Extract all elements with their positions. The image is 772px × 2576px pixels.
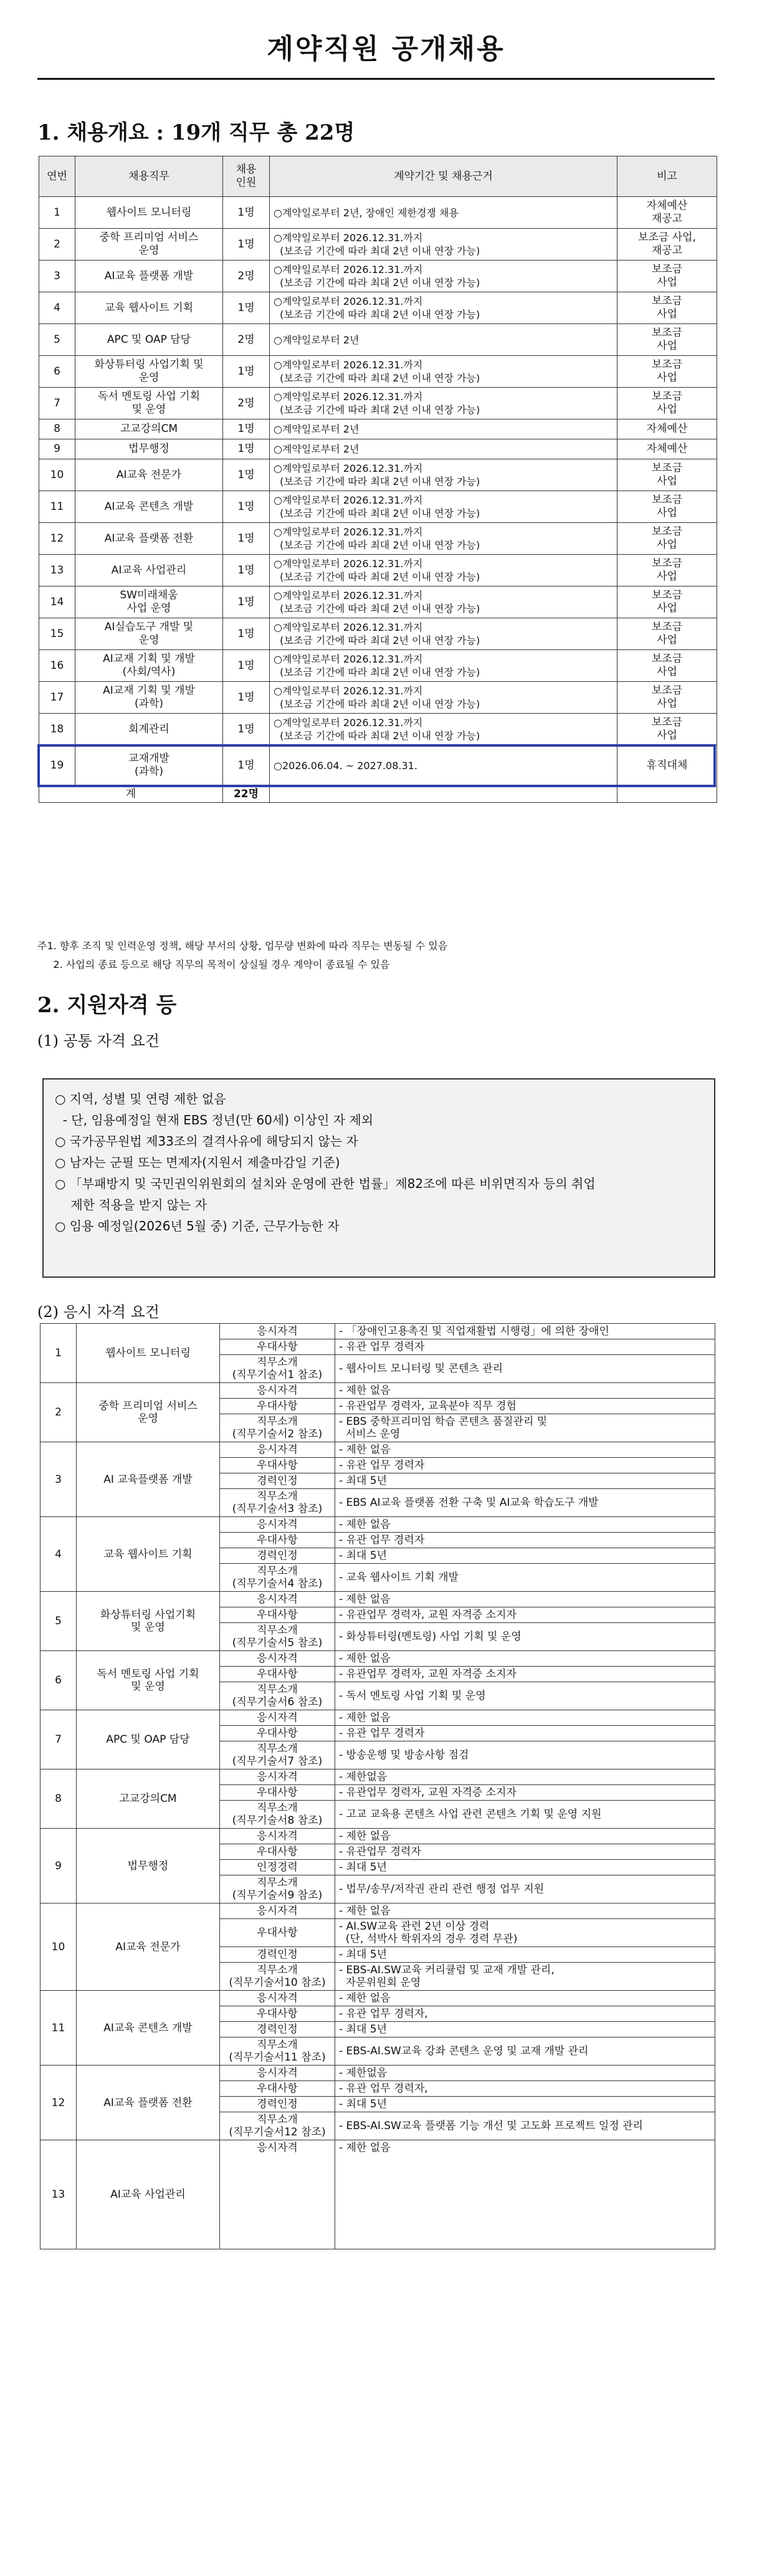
row-note: 보조금 사업 <box>617 388 717 419</box>
row-note: 보조금 사업 <box>617 714 717 745</box>
common-req-line: ○ 남자는 군필 또는 면제자(지원서 제출마감일 기준) <box>55 1155 340 1170</box>
row-no: 18 <box>39 714 75 745</box>
row-period: ○계약일로부터 2026.12.31.까지 (보조금 기간에 따라 최대 2년 이내 연장 가능) <box>270 618 617 650</box>
title-divider <box>37 78 715 80</box>
qual-value: - 유관 업무 경력자 <box>335 1458 715 1473</box>
qual-key: 우대사항 <box>220 2081 335 2097</box>
row-job: AI교육 콘텐츠 개발 <box>75 491 223 523</box>
row-job: AI실습도구 개발 및 운영 <box>75 618 223 650</box>
row-no: 3 <box>39 261 75 292</box>
table-row <box>39 618 717 650</box>
table-row <box>39 523 717 555</box>
row-period: ○계약일로부터 2년 <box>270 439 617 459</box>
row-period: ○계약일로부터 2026.12.31.까지 (보조금 기간에 따라 최대 2년 이내 연장 가능) <box>270 523 617 555</box>
row-count: 1명 <box>223 523 270 555</box>
qual-no: 5 <box>41 1592 77 1651</box>
qual-value: - 유관 업무 경력자, <box>335 2006 715 2022</box>
row-count: 1명 <box>223 356 270 388</box>
qualification-row <box>41 1442 715 1458</box>
overview-table <box>39 156 717 803</box>
qual-job: 고교강의CM <box>77 1769 220 1829</box>
row-job: 고교강의CM <box>75 419 223 439</box>
qualification-table <box>40 1323 715 2249</box>
row-count: 1명 <box>223 618 270 650</box>
qual-value: - 법무/송무/저작권 관리 관련 행정 업무 지원 <box>335 1875 715 1903</box>
qual-job: APC 및 OAP 담당 <box>77 1710 220 1769</box>
qual-value: - 유관 업무 경력자 <box>335 1339 715 1355</box>
table-row <box>39 356 717 388</box>
qual-value: - 「장애인고용촉진 및 직업재활법 시행령」에 의한 장애인 <box>335 1324 715 1339</box>
row-count: 1명 <box>223 419 270 439</box>
qualification-row <box>41 1517 715 1533</box>
row-no: 12 <box>39 523 75 555</box>
footnotes <box>37 937 447 974</box>
total-row <box>39 786 717 803</box>
row-period: ○계약일로부터 2026.12.31.까지 (보조금 기간에 따라 최대 2년 이내 연장 가능) <box>270 682 617 714</box>
qual-value: - 제한 없음 <box>335 1710 715 1726</box>
table-row <box>39 439 717 459</box>
page-title: 계약직원 공개채용 <box>267 33 505 65</box>
row-note: 보조금 사업 <box>617 587 717 618</box>
qual-key: 우대사항 <box>220 1533 335 1548</box>
qual-value: - 유관업무 경력자 <box>335 1844 715 1860</box>
qual-value: - 제한 없음 <box>335 1651 715 1667</box>
qual-value: - 제한없음 <box>335 1769 715 1785</box>
row-job: 웹사이트 모니터링 <box>75 197 223 229</box>
row-note: 보조금 사업 <box>617 459 717 491</box>
qualification-row <box>41 2140 715 2249</box>
qual-value: - 유관업무 경력자, 교원 자격증 소지자 <box>335 1785 715 1801</box>
row-job: AI교육 전문가 <box>75 459 223 491</box>
row-note: 자체예산 <box>617 439 717 459</box>
row-count: 1명 <box>223 555 270 587</box>
row-count: 1명 <box>223 439 270 459</box>
table-row <box>39 459 717 491</box>
qual-key: 우대사항 <box>220 1667 335 1682</box>
row-no: 1 <box>39 197 75 229</box>
total-blank <box>617 786 717 803</box>
row-period: ○계약일로부터 2026.12.31.까지 (보조금 기간에 따라 최대 2년 이내 연장 가능) <box>270 261 617 292</box>
qual-key: 직무소개 (직무기술서8 참조) <box>220 1801 335 1829</box>
row-count: 2명 <box>223 388 270 419</box>
qual-job: 화상튜터링 사업기획 및 운영 <box>77 1592 220 1651</box>
table-row <box>39 388 717 419</box>
qualification-row <box>41 1651 715 1667</box>
table-row <box>39 555 717 587</box>
row-job: APC 및 OAP 담당 <box>75 324 223 356</box>
qual-key: 응시자격 <box>220 1903 335 1919</box>
qual-job: 중학 프리미엄 서비스 운영 <box>77 1383 220 1442</box>
table-row <box>39 261 717 292</box>
row-period: ○계약일로부터 2년, 장애인 제한경쟁 채용 <box>270 197 617 229</box>
qual-key: 직무소개 (직무기술서5 참조) <box>220 1623 335 1651</box>
row-period: ○계약일로부터 2년 <box>270 324 617 356</box>
row-note: 보조금 사업, 재공고 <box>617 229 717 261</box>
qual-no: 13 <box>41 2140 77 2249</box>
qual-value: - 최대 5년 <box>335 2097 715 2112</box>
qual-value: - EBS-AI.SW교육 커리큘럼 및 교재 개발 관리, 자문위원회 운영 <box>335 1963 715 1991</box>
row-no: 5 <box>39 324 75 356</box>
qual-job: AI교육 사업관리 <box>77 2140 220 2249</box>
row-note: 자체예산 재공고 <box>617 197 717 229</box>
row-no: 15 <box>39 618 75 650</box>
row-job: AI교육 플랫폼 개발 <box>75 261 223 292</box>
qual-key: 우대사항 <box>220 2006 335 2022</box>
row-count: 1명 <box>223 292 270 324</box>
table-row <box>39 324 717 356</box>
qual-key: 직무소개 (직무기술서1 참조) <box>220 1355 335 1383</box>
qual-value: - 유관업무 경력자, 교원 자격증 소지자 <box>335 1607 715 1623</box>
row-no: 6 <box>39 356 75 388</box>
qual-value: - EBS-AI.SW교육 강좌 콘텐츠 운영 및 교재 개발 관리 <box>335 2037 715 2066</box>
qual-value: - 최대 5년 <box>335 1473 715 1489</box>
row-count: 1명 <box>223 650 270 682</box>
table-row <box>39 491 717 523</box>
table-row <box>39 745 717 786</box>
table-row <box>39 682 717 714</box>
row-note: 보조금 사업 <box>617 261 717 292</box>
row-note: 보조금 사업 <box>617 292 717 324</box>
qual-key: 우대사항 <box>220 1726 335 1741</box>
qualification-row <box>41 2066 715 2081</box>
row-job: 중학 프리미엄 서비스 운영 <box>75 229 223 261</box>
row-period: ○계약일로부터 2026.12.31.까지 (보조금 기간에 따라 최대 2년 이내 연장 가능) <box>270 650 617 682</box>
row-no: 9 <box>39 439 75 459</box>
footnote-2: 2. 사업의 종료 등으로 해당 직무의 목적이 상실될 경우 계약이 종료될 수 있음 <box>37 959 390 970</box>
qual-value: - 방송운행 및 방송사항 점검 <box>335 1741 715 1769</box>
row-job: AI교재 기획 및 개발 (사회/역사) <box>75 650 223 682</box>
qual-job: AI교육 콘텐츠 개발 <box>77 1991 220 2066</box>
qual-no: 2 <box>41 1383 77 1442</box>
qual-no: 3 <box>41 1442 77 1517</box>
qual-value: - 유관 업무 경력자 <box>335 1726 715 1741</box>
row-job: 교재개발 (과학) <box>75 745 223 786</box>
qual-key: 응시자격 <box>220 1769 335 1785</box>
qual-value: - 유관업무 경력자, 교육분야 직무 경험 <box>335 1399 715 1414</box>
qualification-row <box>41 1710 715 1726</box>
qual-key: 직무소개 (직무기술서11 참조) <box>220 2037 335 2066</box>
table-row <box>39 197 717 229</box>
row-job: 독서 멘토링 사업 기획 및 운영 <box>75 388 223 419</box>
qual-no: 7 <box>41 1710 77 1769</box>
row-period: ○계약일로부터 2026.12.31.까지 (보조금 기간에 따라 최대 2년 이내 연장 가능) <box>270 229 617 261</box>
qual-key: 직무소개 (직무기술서10 참조) <box>220 1963 335 1991</box>
header-count: 채용 인원 <box>223 156 270 197</box>
table-row <box>39 587 717 618</box>
qual-value: - 제한 없음 <box>335 1903 715 1919</box>
row-count: 1명 <box>223 229 270 261</box>
qual-key: 경력인정 <box>220 2022 335 2037</box>
row-note: 자체예산 <box>617 419 717 439</box>
qual-key: 응시자격 <box>220 1383 335 1399</box>
qual-key: 우대사항 <box>220 1919 335 1947</box>
total-label: 계 <box>39 786 223 803</box>
qual-no: 4 <box>41 1517 77 1592</box>
qual-job: AI 교육플랫폼 개발 <box>77 1442 220 1517</box>
common-req-line: ○ 임용 예정일(2026년 5월 중) 기준, 근무가능한 자 <box>55 1219 340 1233</box>
row-note: 보조금 사업 <box>617 618 717 650</box>
row-note: 보조금 사업 <box>617 523 717 555</box>
qual-key: 경력인정 <box>220 1473 335 1489</box>
qual-key: 경력인정 <box>220 1947 335 1963</box>
header-note: 비고 <box>617 156 717 197</box>
qual-value: - 제한 없음 <box>335 1991 715 2006</box>
row-period: ○계약일로부터 2026.12.31.까지 (보조금 기간에 따라 최대 2년 이내 연장 가능) <box>270 356 617 388</box>
row-note: 보조금 사업 <box>617 650 717 682</box>
qual-value: - 제한 없음 <box>335 1592 715 1607</box>
row-job: 법무행정 <box>75 439 223 459</box>
row-note: 보조금 사업 <box>617 491 717 523</box>
qual-job: AI교육 전문가 <box>77 1903 220 1991</box>
qual-value: - 제한 없음 <box>335 1517 715 1533</box>
qual-job: 독서 멘토링 사업 기획 및 운영 <box>77 1651 220 1710</box>
qual-value: - 제한 없음 <box>335 2140 715 2249</box>
qualification-row <box>41 1592 715 1607</box>
qual-value: - EBS 중학프리미엄 학습 콘텐츠 품질관리 및 서비스 운영 <box>335 1414 715 1442</box>
row-note: 보조금 사업 <box>617 324 717 356</box>
row-count: 1명 <box>223 197 270 229</box>
qual-value: - EBS AI교육 플랫폼 전환 구축 및 AI교육 학습도구 개발 <box>335 1489 715 1517</box>
row-no: 13 <box>39 555 75 587</box>
qual-key: 경력인정 <box>220 2097 335 2112</box>
qual-key: 우대사항 <box>220 1458 335 1473</box>
row-count: 1명 <box>223 587 270 618</box>
qual-no: 9 <box>41 1829 77 1903</box>
qual-job: AI교육 플랫폼 전환 <box>77 2066 220 2140</box>
qual-key: 직무소개 (직무기술서12 참조) <box>220 2112 335 2140</box>
common-req-line: - 단, 임용예정일 현재 EBS 정년(만 60세) 이상인 자 제외 <box>55 1113 374 1128</box>
qualification-row <box>41 1991 715 2006</box>
row-no: 4 <box>39 292 75 324</box>
header-job: 채용직무 <box>75 156 223 197</box>
row-period: ○계약일로부터 2026.12.31.까지 (보조금 기간에 따라 최대 2년 이내 연장 가능) <box>270 714 617 745</box>
qualification-row <box>41 1769 715 1785</box>
qual-value: - 제한 없음 <box>335 1829 715 1844</box>
qual-key: 직무소개 (직무기술서9 참조) <box>220 1875 335 1903</box>
qual-key: 우대사항 <box>220 1399 335 1414</box>
common-requirements-heading: (1) 공통 자격 요건 <box>37 1032 160 1050</box>
overview-rows <box>39 197 717 803</box>
qualification-heading: (2) 응시 자격 요건 <box>37 1303 160 1321</box>
qual-key: 응시자격 <box>220 1829 335 1844</box>
row-count: 2명 <box>223 324 270 356</box>
row-job: SW미래채움 사업 운영 <box>75 587 223 618</box>
qual-key: 우대사항 <box>220 1844 335 1860</box>
qual-value: - 최대 5년 <box>335 2022 715 2037</box>
row-no: 17 <box>39 682 75 714</box>
qual-job: 교육 웹사이트 기획 <box>77 1517 220 1592</box>
row-period: ○계약일로부터 2026.12.31.까지 (보조금 기간에 따라 최대 2년 이내 연장 가능) <box>270 459 617 491</box>
header-no: 연번 <box>39 156 75 197</box>
row-note: 보조금 사업 <box>617 555 717 587</box>
table-row <box>39 292 717 324</box>
row-period: ○계약일로부터 2026.12.31.까지 (보조금 기간에 따라 최대 2년 이내 연장 가능) <box>270 555 617 587</box>
qual-key: 응시자격 <box>220 1991 335 2006</box>
qual-value: - 웹사이트 모니터링 및 콘텐츠 관리 <box>335 1355 715 1383</box>
qualification-row <box>41 1383 715 1399</box>
table-row <box>39 714 717 745</box>
qual-value: - 최대 5년 <box>335 1860 715 1875</box>
qual-key: 응시자격 <box>220 2066 335 2081</box>
row-no: 10 <box>39 459 75 491</box>
row-period: ○계약일로부터 2026.12.31.까지 (보조금 기간에 따라 최대 2년 이내 연장 가능) <box>270 292 617 324</box>
row-no: 2 <box>39 229 75 261</box>
qual-value: - 유관업무 경력자, 교원 자격증 소지자 <box>335 1667 715 1682</box>
qual-no: 1 <box>41 1324 77 1383</box>
qual-key: 직무소개 (직무기술서7 참조) <box>220 1741 335 1769</box>
row-count: 1명 <box>223 459 270 491</box>
table-row <box>39 229 717 261</box>
row-count: 1명 <box>223 491 270 523</box>
row-period: ○계약일로부터 2026.12.31.까지 (보조금 기간에 따라 최대 2년 이내 연장 가능) <box>270 388 617 419</box>
qual-value: - 화상튜터링(멘토링) 사업 기획 및 운영 <box>335 1623 715 1651</box>
section2-heading: 2. 지원자격 등 <box>37 993 177 1018</box>
qual-key: 응시자격 <box>220 1324 335 1339</box>
row-period: ○계약일로부터 2년 <box>270 419 617 439</box>
row-job: 교육 웹사이트 기획 <box>75 292 223 324</box>
qual-no: 6 <box>41 1651 77 1710</box>
row-no: 16 <box>39 650 75 682</box>
qual-key: 경력인정 <box>220 1548 335 1564</box>
row-no: 11 <box>39 491 75 523</box>
qual-key: 응시자격 <box>220 1592 335 1607</box>
qual-value: - 제한 없음 <box>335 1383 715 1399</box>
row-job: AI교육 플랫폼 전환 <box>75 523 223 555</box>
qualification-row <box>41 1324 715 1339</box>
qual-value: - EBS-AI.SW교육 플랫폼 기능 개선 및 고도화 프로젝트 일정 관리 <box>335 2112 715 2140</box>
row-period: ○2026.06.04. ~ 2027.08.31. <box>270 745 617 786</box>
row-no: 14 <box>39 587 75 618</box>
qual-value: - 고교 교육용 콘텐츠 사업 관련 콘텐츠 기획 및 운영 지원 <box>335 1801 715 1829</box>
row-count: 1명 <box>223 714 270 745</box>
qual-no: 12 <box>41 2066 77 2140</box>
total-count: 22명 <box>223 786 270 803</box>
header-period: 계약기간 및 채용근거 <box>270 156 617 197</box>
qual-value: - 유관 업무 경력자, <box>335 2081 715 2097</box>
table-row <box>39 419 717 439</box>
common-req-line: 제한 적용을 받지 않는 자 <box>55 1197 207 1212</box>
qual-key: 직무소개 (직무기술서3 참조) <box>220 1489 335 1517</box>
qual-job: 법무행정 <box>77 1829 220 1903</box>
qual-key: 직무소개 (직무기술서4 참조) <box>220 1564 335 1592</box>
qual-key: 직무소개 (직무기술서6 참조) <box>220 1682 335 1710</box>
qual-job: 웹사이트 모니터링 <box>77 1324 220 1383</box>
qualification-rows <box>41 1324 715 2249</box>
qual-value: - 독서 멘토링 사업 기획 및 운영 <box>335 1682 715 1710</box>
qual-key: 응시자격 <box>220 1651 335 1667</box>
qual-value: - 최대 5년 <box>335 1548 715 1564</box>
row-note: 휴직대체 <box>617 745 717 786</box>
qual-no: 11 <box>41 1991 77 2066</box>
common-req-line: ○ 지역, 성별 및 연령 제한 없음 <box>55 1091 226 1106</box>
row-period: ○계약일로부터 2026.12.31.까지 (보조금 기간에 따라 최대 2년 이내 연장 가능) <box>270 491 617 523</box>
row-note: 보조금 사업 <box>617 356 717 388</box>
qual-key: 우대사항 <box>220 1785 335 1801</box>
qual-value: - 최대 5년 <box>335 1947 715 1963</box>
qual-key: 우대사항 <box>220 1607 335 1623</box>
qual-key: 직무소개 (직무기술서2 참조) <box>220 1414 335 1442</box>
row-count: 1명 <box>223 745 270 786</box>
row-job: 화상튜터링 사업기획 및 운영 <box>75 356 223 388</box>
qual-key: 인정경력 <box>220 1860 335 1875</box>
row-no: 19 <box>39 745 75 786</box>
qual-value: - 교육 웹사이트 기획 개발 <box>335 1564 715 1592</box>
qual-key: 응시자격 <box>220 1442 335 1458</box>
qual-key: 응시자격 <box>220 1517 335 1533</box>
qual-no: 8 <box>41 1769 77 1829</box>
total-blank <box>270 786 617 803</box>
row-no: 8 <box>39 419 75 439</box>
qual-value: - 제한없음 <box>335 2066 715 2081</box>
row-count: 2명 <box>223 261 270 292</box>
qual-value: - 유관 업무 경력자 <box>335 1533 715 1548</box>
table-row <box>39 650 717 682</box>
common-requirements-box <box>42 1078 715 1278</box>
footnote-1: 주1. 향후 조직 및 인력운영 정책, 해당 부서의 상황, 업무량 변화에 따라 직무는 변동될 수 있음 <box>37 940 448 952</box>
row-note: 보조금 사업 <box>617 682 717 714</box>
row-count: 1명 <box>223 682 270 714</box>
qualification-row <box>41 1903 715 1919</box>
row-job: AI교육 사업관리 <box>75 555 223 587</box>
qual-key: 우대사항 <box>220 1339 335 1355</box>
row-job: AI교재 기획 및 개발 (과학) <box>75 682 223 714</box>
qual-key: 응시자격 <box>220 1710 335 1726</box>
qual-no: 10 <box>41 1903 77 1991</box>
row-job: 회계관리 <box>75 714 223 745</box>
row-no: 7 <box>39 388 75 419</box>
common-req-line: ○ 「부패방지 및 국민권익위원회의 설치와 운영에 관한 법률」제82조에 따른 비위면직자 등의 취업 <box>55 1176 596 1191</box>
qual-key: 응시자격 <box>220 2140 335 2249</box>
qual-value: - AI.SW교육 관련 2년 이상 경력 (단, 석박사 학위자의 경우 경력 무관) <box>335 1919 715 1947</box>
row-period: ○계약일로부터 2026.12.31.까지 (보조금 기간에 따라 최대 2년 이내 연장 가능) <box>270 587 617 618</box>
qual-value: - 제한 없음 <box>335 1442 715 1458</box>
qualification-row <box>41 1829 715 1844</box>
common-req-line: ○ 국가공무원법 제33조의 결격사유에 해당되지 않는 자 <box>55 1134 358 1149</box>
section1-heading: 1. 채용개요 : 19개 직무 총 22명 <box>37 120 355 145</box>
